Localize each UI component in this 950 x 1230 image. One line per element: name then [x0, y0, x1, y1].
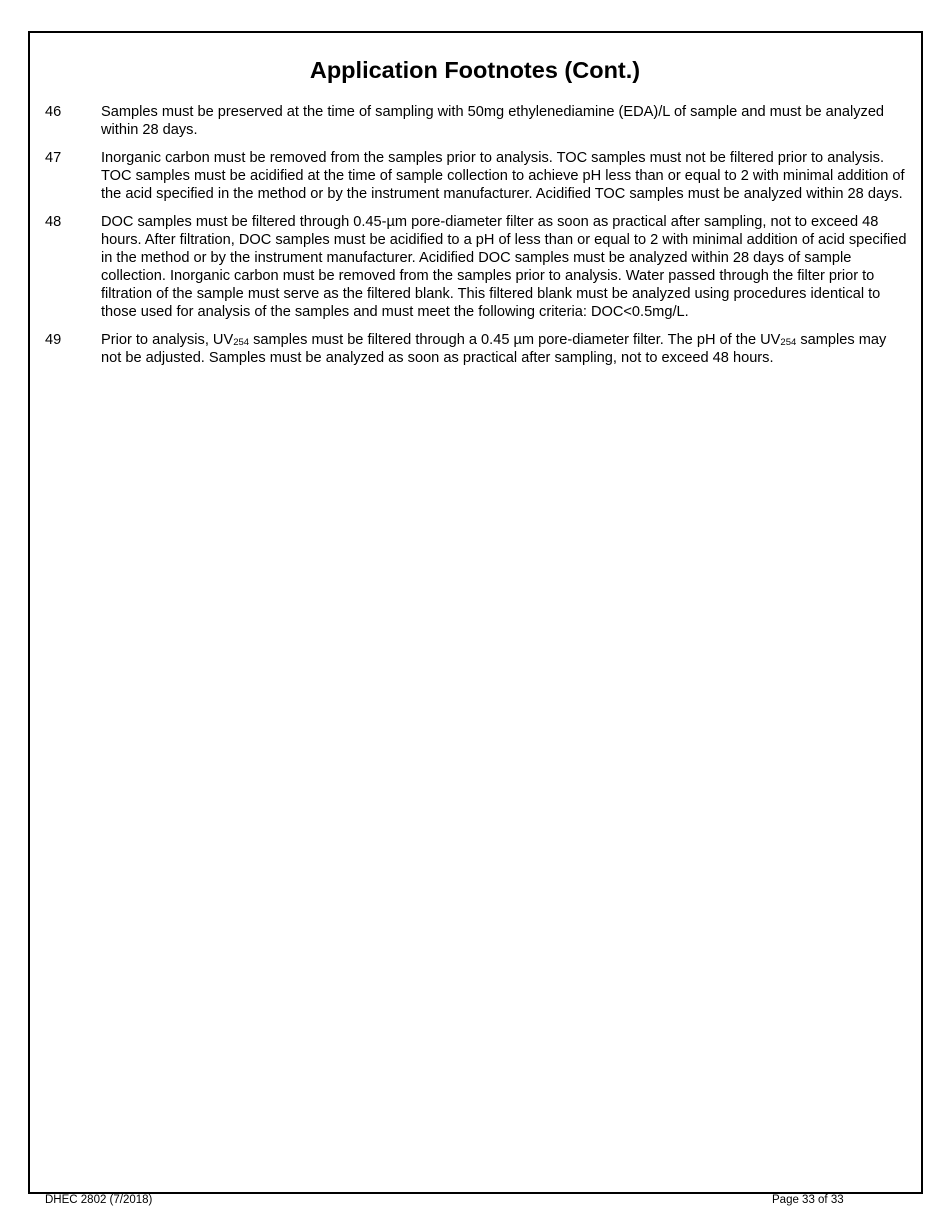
- footnote-list: [45, 103, 907, 377]
- footnote-47: [45, 149, 907, 203]
- footnote-number: 49: [45, 332, 62, 348]
- footnote-49: [45, 331, 907, 367]
- footnote-number: 46: [45, 104, 62, 120]
- footnote-text-part: Prior to analysis, UV: [101, 332, 234, 348]
- footnote-text: Samples must be preserved at the time of sampling with 50mg ethylenediamine (EDA)/L of sample and must be analyzed within 28 days.: [101, 104, 885, 138]
- footnote-text: Inorganic carbon must be removed from the samples prior to analysis. TOC samples must not be filtered prior to analysis. TOC samples must be acidified at the time of sample collection to achieve pH less than or equal to 2 with minimal addition of the acid specified in the method or by the instrument manufacturer. Acidified TOC samples must be analyzed within 28 days.: [101, 150, 905, 202]
- footnote-text: DOC samples must be filtered through 0.45-µm pore-diameter filter as soon as practical after sampling, not to exceed 48 hours. After filtration, DOC samples must be acidified to a pH of less than or equal to 2 with minimal addition of acid specified in the method or by the instrument manufacturer. Acidified DOC samples must be analyzed within 28 days of sample collection. Inorganic carbon must be removed from the samples prior to analysis. Water passed through the filter prior to filtration of the sample must serve as the filtered blank. This filtered blank must be analyzed using procedures identical to those used for analysis of the samples and must meet the following criteria: DOC<0.5mg/L.: [101, 214, 907, 320]
- footnote-text: [101, 331, 907, 367]
- footnote-text-part: samples may not be adjusted. Samples must be analyzed as soon as practical after sampling, not to exceed 48 hours.: [101, 332, 887, 366]
- footnote-46: [45, 103, 907, 139]
- footnote-48: [45, 213, 907, 321]
- footnote-number: 48: [45, 214, 62, 230]
- footnote-text-part: samples must be filtered through a 0.45 µm pore-diameter filter. The pH of the UV: [249, 332, 781, 348]
- subscript: 254: [233, 337, 250, 348]
- page-number: Page 33 of 33: [772, 1194, 844, 1206]
- footnote-number: 47: [45, 150, 62, 166]
- page-title: Application Footnotes (Cont.): [309, 57, 641, 83]
- form-id: DHEC 2802 (7/2018): [45, 1194, 153, 1206]
- subscript: 254: [780, 337, 797, 348]
